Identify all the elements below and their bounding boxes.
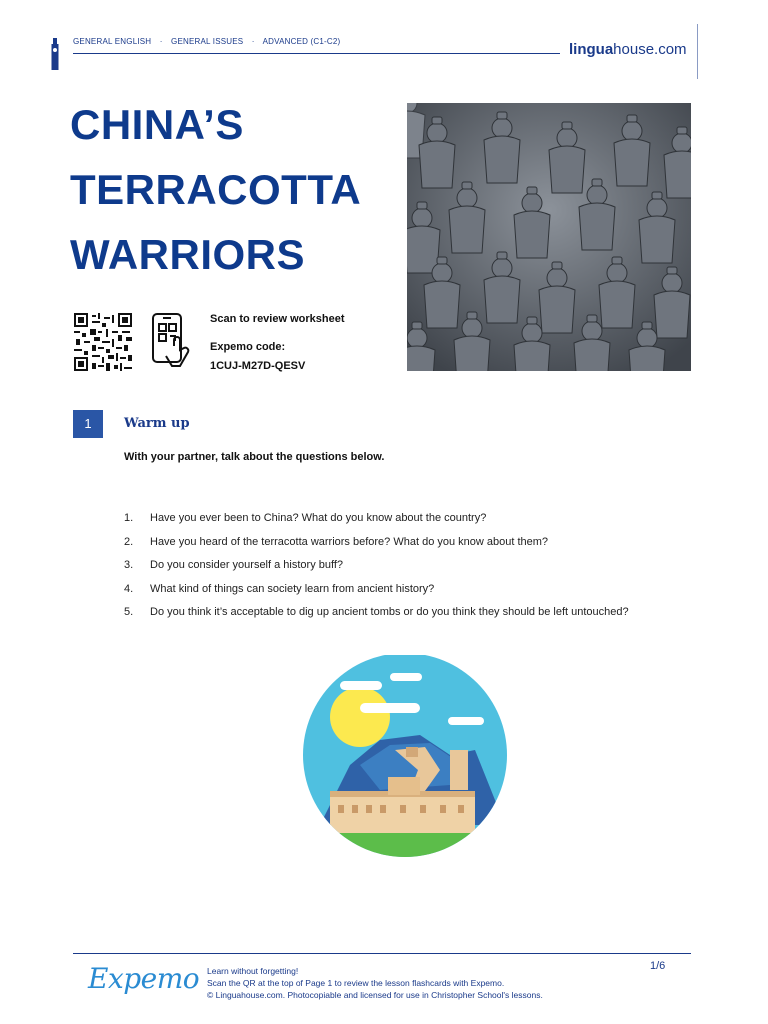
list-item — [124, 559, 714, 583]
footer-copyright: © Linguahouse.com. Photocopiable and licensed for use in Christopher School's lessons. — [207, 990, 543, 1000]
question-number: 1. — [124, 512, 134, 524]
breadcrumb-level: GENERAL ENGLISH — [73, 37, 152, 46]
question-list — [124, 512, 714, 630]
question-text: What kind of things can society learn from ancient history? — [150, 582, 435, 595]
list-item — [124, 512, 714, 536]
footer-tagline: Learn without forgetting! — [207, 966, 299, 976]
question-number: 3. — [124, 559, 134, 571]
section-number-badge: 1 — [73, 410, 103, 438]
page-number: 1/6 — [650, 960, 666, 972]
section-title: Warm up — [124, 416, 190, 431]
title-line: CHINA’S — [70, 101, 244, 148]
list-item — [124, 583, 714, 607]
question-number: 4. — [124, 582, 134, 595]
brand-logo: linguahouse.com — [569, 41, 687, 58]
question-text: Do you think it’s acceptable to dig up ancient tombs or do you think they should be left untouched? — [150, 606, 629, 618]
big-ben-icon — [50, 38, 60, 70]
great-wall-illustration — [300, 655, 510, 863]
expemo-code-label: Expemo code: — [210, 341, 286, 353]
brand-divider — [697, 24, 698, 79]
title-line: WARRIORS — [70, 231, 305, 278]
phone-scan-icon — [150, 312, 192, 372]
question-text: Have you ever been to China? What do you know about the country? — [150, 512, 487, 524]
expemo-code: 1CUJ-M27D-QESV — [210, 360, 306, 372]
breadcrumb-separator: · — [251, 37, 255, 46]
footer-instruction: Scan the QR at the top of Page 1 to review the lesson flashcards with Expemo. — [207, 978, 505, 988]
breadcrumb-topic: GENERAL ISSUES — [171, 37, 244, 46]
header-rule — [73, 53, 560, 54]
title-line: TERRACOTTA — [70, 166, 362, 213]
footer-text — [207, 965, 543, 1001]
section-instruction: With your partner, talk about the questions below. — [124, 451, 385, 463]
breadcrumb — [73, 37, 346, 46]
breadcrumb-difficulty: ADVANCED (C1-C2) — [262, 37, 341, 46]
footer-rule — [73, 953, 691, 954]
breadcrumb-separator: · — [159, 37, 163, 46]
question-text: Have you heard of the terracotta warriors before? What do you know about them? — [150, 535, 549, 548]
qr-code — [73, 313, 133, 371]
question-number: 5. — [124, 606, 134, 618]
list-item — [124, 536, 714, 560]
scan-instruction: Scan to review worksheet — [210, 313, 345, 325]
expemo-logo: Expemo — [88, 962, 200, 995]
question-text: Do you consider yourself a history buff? — [150, 559, 344, 571]
question-number: 2. — [124, 535, 134, 548]
terracotta-warriors-photo — [407, 103, 691, 371]
list-item — [124, 606, 714, 630]
page-title — [70, 92, 390, 287]
